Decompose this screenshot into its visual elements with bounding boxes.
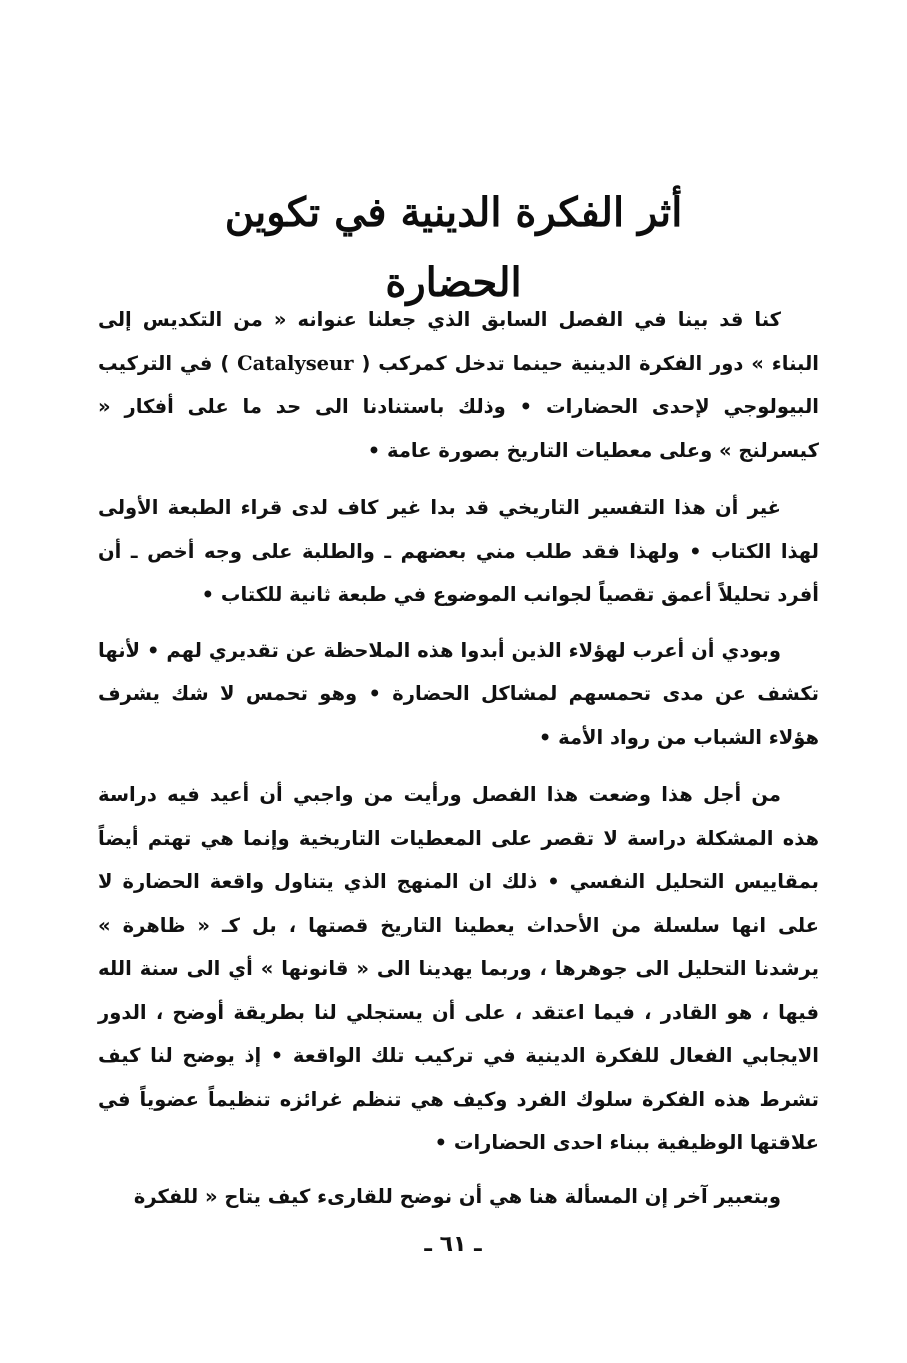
- paragraph-3: وبودي أن أعرب لهؤلاء الذين أبدوا هذه الملاحظة عن تقديري لهم • لأنها تكشف عن مدى تحمسهم لمشاكل الحضارة • وهو تحمس لا شك يشرف هؤلاء الشباب من رواد الأمة •: [98, 638, 819, 749]
- catalyseur-term: Catalyseur: [237, 351, 354, 375]
- paragraph-1: [98, 298, 819, 472]
- chapter-title: أثر الفكرة الدينية في تكوين الحضارة: [224, 189, 683, 306]
- paragraph-4: من أجل هذا وضعت هذا الفصل ورأيت من واجبي أن أعيد فيه دراسة هذه المشكلة دراسة لا تقصر على المعطيات التاريخية وإنما هي تهتم أيضاً بمقاييس التحليل النفسي • ذلك ان المنهج الذي يتناول واقعة الحضارة لا على انها سلسلة من الأحداث يعطينا التاريخ قصتها ، بل كـ « ظاهرة » يرشدنا التحليل الى جوهرها ، وربما يهدينا الى « قانونها » أي الى سنة الله فيها ، هو القادر ، فيما اعتقد ، على أن يستجلي لنا بطريقة أوضح ، الدور الايجابي الفعال للفكرة الدينية في تركيب تلك الواقعة • إذ يوضح لنا كيف تشرط هذه الفكرة سلوك الفرد وكيف هي تنظم غرائزه تنظيماً عضوياً في علاقتها الوظيفية ببناء احدى الحضارات •: [98, 783, 819, 1154]
- paragraph-1-part-2: ) في التركيب البيولوجي لإحدى الحضارات • وذلك باستنادنا الى حد ما على أفكار « كيسرلنج » وعلى معطيات التاريخ بصورة عامة •: [98, 351, 819, 462]
- paragraph-5: وبتعبير آخر إن المسألة هنا هي أن نوضح للقارىء كيف يتاح « للفكرة: [133, 1184, 781, 1208]
- paragraph-2: غير أن هذا التفسير التاريخي قد بدا غير كاف لدى قراء الطبعة الأولى لهذا الكتاب • ولهذا فقد طلب مني بعضهم ـ والطلبة على وجه أخص ـ أن أفرد تحليلاً أعمق تقصياً لجوانب الموضوع في طبعة ثانية للكتاب •: [98, 496, 819, 606]
- page-number: ـ ٦١ ـ: [424, 1232, 482, 1257]
- body-text: [98, 298, 819, 1218]
- paragraph-1-part-1: كنا قد بينا في الفصل السابق الذي جعلنا عنوانه « من التكديس إلى البناء » دور الفكرة الدينية حينما تدخل كمركب (: [98, 308, 819, 375]
